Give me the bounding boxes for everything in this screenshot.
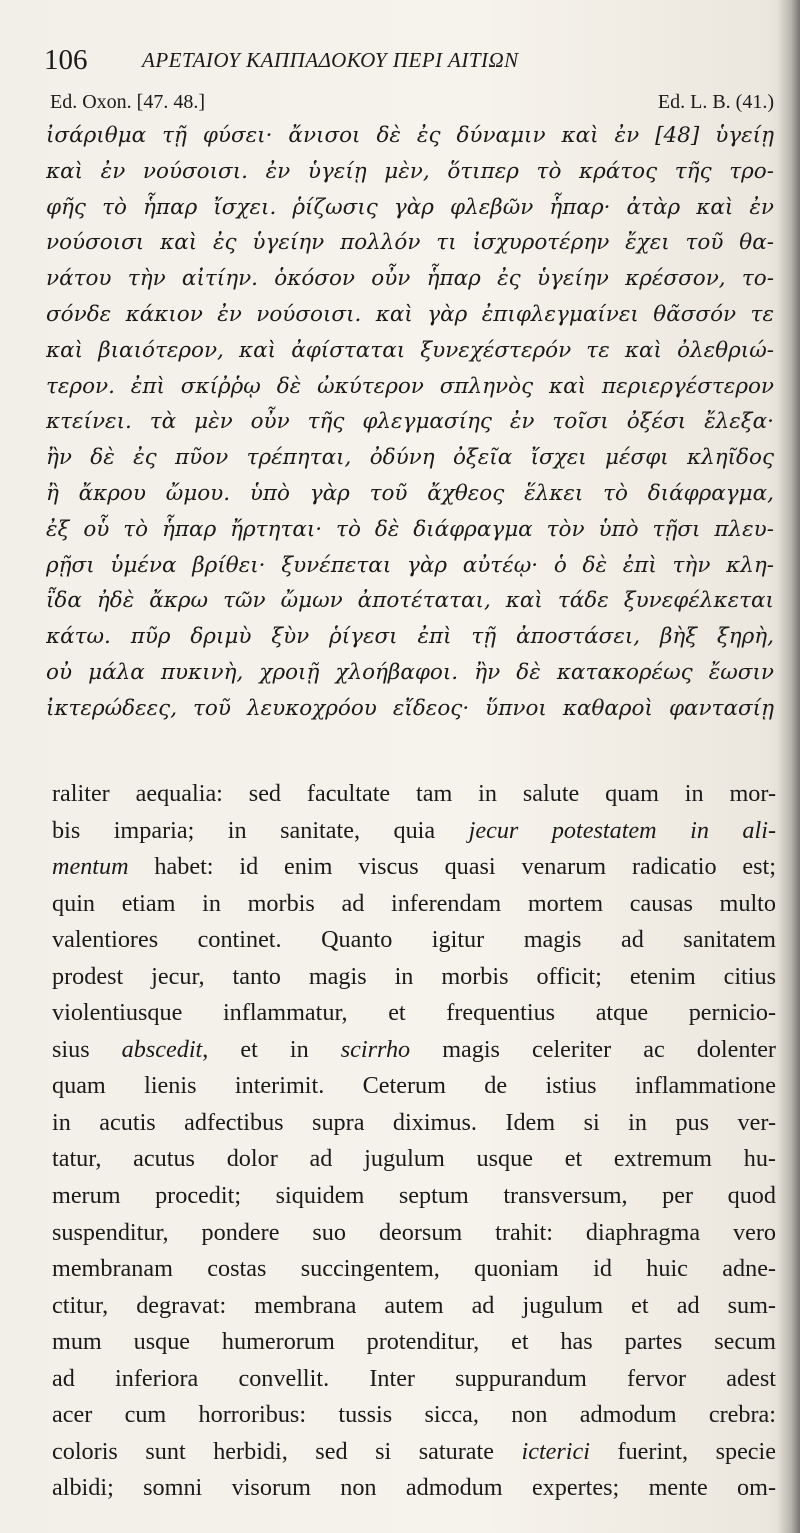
latin-text-segment: ctitur, degravat: membrana autem ad jugulum et ad sum- [52, 1291, 776, 1319]
latin-text-segment: fuerint, specie [589, 1437, 776, 1465]
latin-text-line [52, 1361, 776, 1398]
latin-text-segment: , et in [202, 1035, 341, 1063]
greek-text-line: ἰκτερώδεες, τοῦ λευκοχρόου εἴδεος· ὕπνοι καθαροὶ φαντασίῃ [46, 695, 774, 721]
greek-text-line: καὶ βιαιότερον, καὶ ἀφίσταται ξυνεχέστερόν τε καὶ ὀλεθριώ- [46, 337, 774, 363]
edition-oxon-reference: Ed. Oxon. [47. 48.] [50, 91, 205, 113]
latin-translation-block [52, 776, 776, 1507]
latin-text-line [52, 1397, 776, 1434]
latin-text-line [52, 1434, 776, 1471]
greek-text-line: κτείνει. τὰ μὲν οὖν τῆς φλεγμασίης ἐν τοῖσι ὀξέσι ἔλεξα· [46, 409, 774, 435]
running-title: ΑΡΕΤΑΙΟΥ ΚΑΠΠΑΔΟΚΟΥ ΠΕΡΙ ΑΙΤΙΩΝ [142, 48, 519, 72]
greek-text-line: ἢν δὲ ἐς πῦον τρέπηται, ὀδύνη ὀξεῖα ἴσχει μέσφι κληῖδος [46, 445, 774, 471]
greek-text-line: καὶ ἐν νούσοισι. ἐν ὑγείῃ μὲν, ὅτιπερ τὸ κράτος τῆς τρο- [46, 158, 774, 184]
greek-text-line: ῗδα ἠδὲ ἄκρω τῶν ὤμων ἀποτέταται, καὶ τάδε ξυνεφέλκεται [46, 588, 774, 614]
latin-text-segment: prodest jecur, tanto magis in morbis officit; etenim citius [52, 962, 776, 990]
latin-text-line [52, 813, 776, 850]
greek-text-line: φῆς τὸ ἧπαρ ἴσχει. ῥίζωσις γὰρ φλεβῶν ἧπαρ· ἀτὰρ καὶ ἐν [46, 194, 774, 220]
latin-text-segment: in acutis adfectibus supra diximus. Idem si in pus ver- [52, 1108, 776, 1136]
latin-text-segment: quin etiam in morbis ad inferendam mortem causas multo [52, 889, 776, 917]
latin-text-segment: membranam costas succingentem, quoniam id huic adne- [52, 1255, 776, 1283]
latin-italic-segment: mentum [52, 853, 129, 881]
latin-text-segment: habet: id enim viscus quasi venarum radicatio est; [128, 853, 776, 881]
latin-text-segment: tatur, acutus dolor ad jugulum usque et extremum hu- [52, 1145, 776, 1173]
page-edge-shadow [778, 0, 800, 1533]
latin-italic-segment: icterici [521, 1437, 590, 1465]
latin-text-line [52, 1141, 776, 1178]
latin-text-segment: acer cum horroribus: tussis sicca, non admodum crebra: [52, 1401, 776, 1429]
latin-text-segment: mum usque humerorum protenditur, et has partes secum [52, 1328, 776, 1356]
latin-text-line [52, 1032, 776, 1069]
latin-text-line [52, 1470, 776, 1507]
latin-text-line [52, 776, 776, 813]
greek-text-line: ἐξ οὗ τὸ ἧπαρ ἤρτηται· τὸ δὲ διάφραγμα τὸν ὑπὸ τῇσι πλευ- [46, 516, 774, 542]
latin-text-segment: ad inferiora convellit. Inter suppurandum fervor adest [52, 1364, 776, 1392]
latin-text-segment: albidi; somni visorum non admodum expertes; mente om- [52, 1474, 776, 1502]
latin-text-line [52, 1288, 776, 1325]
greek-text-line: κάτω. πῦρ δριμὺ ξὺν ῥίγεσι ἐπὶ τῇ ἀποστάσει, βὴξ ξηρὴ, [46, 624, 774, 650]
greek-text-line: τερον. ἐπὶ σκίῤῥῳ δὲ ὠκύτερον σπληνὸς καὶ περιεργέστερον [46, 373, 774, 399]
latin-text-segment: sius [52, 1035, 122, 1063]
latin-text-segment: violentiusque inflammatur, et frequentius atque pernicio- [52, 999, 776, 1027]
latin-text-segment: valentiores continet. Quanto igitur magis ad sanitatem [52, 926, 776, 954]
latin-text-line [52, 1215, 776, 1252]
greek-text-line: σόνδε κάκιον ἐν νούσοισι. καὶ γὰρ ἐπιφλεγμαίνει θᾶσσόν τε [46, 301, 774, 327]
latin-text-line [52, 1178, 776, 1215]
greek-text-line: νάτου τὴν αἰτίην. ὁκόσον οὖν ἧπαρ ἐς ὑγείην κρέσσον, το- [46, 266, 774, 292]
latin-text-line [52, 1068, 776, 1105]
latin-text-line [52, 959, 776, 996]
latin-text-line [52, 849, 776, 886]
latin-text-line [52, 1105, 776, 1142]
latin-text-line [52, 922, 776, 959]
latin-italic-segment: jecur potestatem in ali- [468, 816, 776, 844]
latin-text-segment: quam lienis interimit. Ceterum de istius inflammatione [52, 1072, 776, 1100]
latin-text-line [52, 995, 776, 1032]
latin-text-segment: raliter aequalia: sed facultate tam in salute quam in mor- [52, 780, 776, 807]
latin-italic-segment: scirrho [340, 1035, 411, 1063]
latin-text-line [52, 1324, 776, 1361]
page-header [44, 40, 764, 80]
greek-text-line: οὐ μάλα πυκινὴ, χροιῇ χλοήβαφοι. ἢν δὲ κατακορέως ἔωσιν [46, 659, 774, 685]
latin-text-segment: suspenditur, pondere suo deorsum trahit: diaphragma vero [52, 1218, 776, 1246]
latin-text-segment: merum procedit; siquidem septum transversum, per quod [52, 1182, 776, 1210]
edition-reference-line [50, 88, 774, 116]
greek-text-block [46, 118, 774, 727]
latin-text-segment: magis celeriter ac dolenter [410, 1035, 776, 1063]
edition-lb-reference: Ed. L. B. (41.) [657, 91, 774, 113]
greek-text-line: νούσοισι καὶ ἐς ὑγείην πολλόν τι ἰσχυροτέρην ἔχει τοῦ θα- [46, 230, 774, 256]
latin-text-line [52, 1251, 776, 1288]
latin-text-line [52, 886, 776, 923]
greek-text-line: ρῇσι ὑμένα βρίθει· ξυνέπεται γὰρ αὐτέῳ· ὁ δὲ ἐπὶ τὴν κλη- [46, 552, 774, 578]
latin-text-segment: coloris sunt herbidi, sed si saturate [52, 1437, 522, 1465]
greek-text-line: ἢ ἄκρου ὤμου. ὑπὸ γὰρ τοῦ ἄχθεος ἕλκει τὸ διάφραγμα, [46, 480, 774, 506]
greek-text-line: ἰσάριθμα τῇ φύσει· ἄνισοι δὲ ἐς δύναμιν καὶ ἐν [48] ὑγείῃ [46, 123, 774, 148]
latin-text-segment: bis imparia; in sanitate, quia [52, 816, 469, 844]
page-number: 106 [44, 44, 88, 76]
latin-italic-segment: abscedit [121, 1035, 203, 1063]
